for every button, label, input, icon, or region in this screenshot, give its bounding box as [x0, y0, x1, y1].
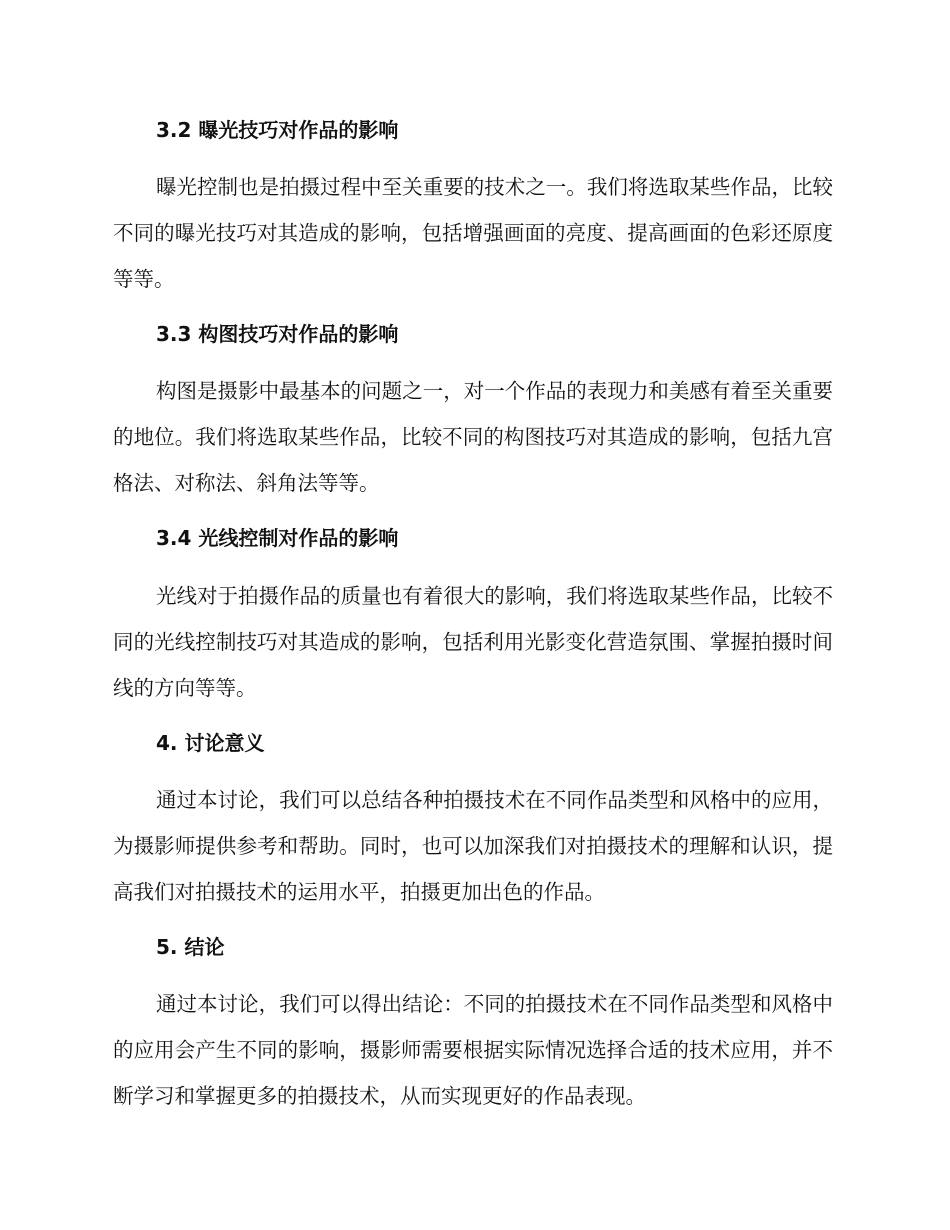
section-body-5	[113, 981, 833, 1119]
section-body-4	[113, 777, 833, 915]
section-heading-3-3: 3.3 构图技巧对作品的影响	[156, 322, 399, 346]
section-heading-3-4: 3.4 光线控制对作品的影响	[156, 526, 399, 550]
section-heading-5: 5. 结论	[156, 935, 225, 959]
paragraph: 构图是摄影中最基本的问题之一，对一个作品的表现力和美感有着至关重要的地位。我们将选取某些作品，比较不同的构图技巧对其造成的影响，包括九宫格法、对称法、斜角法等等。	[113, 379, 833, 495]
paragraph: 通过本讨论，我们可以总结各种拍摄技术在不同作品类型和风格中的应用，为摄影师提供参考和帮助。同时，也可以加深我们对拍摄技术的理解和认识，提高我们对拍摄技术的运用水平，拍摄更加出色的作品。	[113, 788, 833, 904]
paragraph: 曝光控制也是拍摄过程中至关重要的技术之一。我们将选取某些作品，比较不同的曝光技巧对其造成的影响，包括增强画面的亮度、提高画面的色彩还原度等等。	[113, 175, 833, 291]
section-body-3-4	[113, 573, 833, 711]
paragraph: 光线对于拍摄作品的质量也有着很大的影响，我们将选取某些作品，比较不同的光线控制技巧对其造成的影响，包括利用光影变化营造氛围、掌握拍摄时间线的方向等等。	[113, 584, 833, 700]
paragraph: 通过本讨论，我们可以得出结论：不同的拍摄技术在不同作品类型和风格中的应用会产生不同的影响，摄影师需要根据实际情况选择合适的技术应用，并不断学习和掌握更多的拍摄技术，从而实现更好的作品表现。	[113, 992, 833, 1108]
section-body-3-2	[113, 164, 833, 302]
section-heading-4: 4. 讨论意义	[156, 731, 265, 755]
section-body-3-3	[113, 368, 833, 506]
section-heading-3-2: 3.2 曝光技巧对作品的影响	[156, 118, 399, 142]
